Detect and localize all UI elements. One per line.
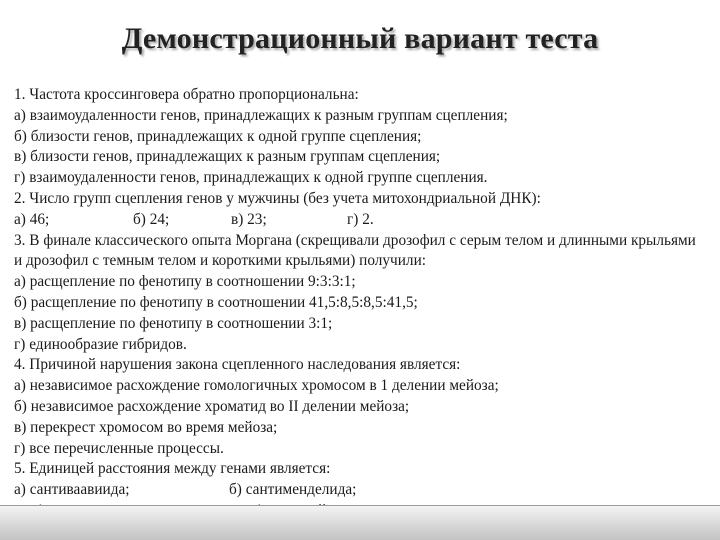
test-content [14, 85, 704, 522]
page-title: Демонстрационный вариант теста [121, 22, 599, 55]
answer-option: а) расщепление по фенотипу в соотношении 9:3:3:1; [14, 273, 356, 291]
question-4: 4. Причиной нарушения закона сцепленного наследования является: [14, 356, 461, 374]
answer-option: б) близости генов, принадлежащих к одной группе сцепления; [14, 127, 422, 145]
answer-option: а) 46; [14, 210, 50, 228]
answer-option: в) перекрест хромосом во время мейоза; [14, 418, 278, 436]
answer-option: г) 2. [347, 210, 374, 228]
answer-option: б) сантименделида; [229, 481, 357, 499]
answer-options-inline [14, 210, 704, 231]
answer-option: г) взаимоудаленности генов, принадлежащих к одной группе сцепления. [14, 169, 488, 187]
answer-option: в) расщепление по фенотипу в соотношении 3:1; [14, 314, 333, 332]
question-1: 1. Частота кроссинговера обратно пропорциональна: [14, 86, 359, 103]
question-3: 3. В финале классического опыта Моргана (скрещивали дрозофил с серым телом и длинными крыльями и дрозофил с темным телом и короткими крыльями) получили: [14, 231, 696, 270]
answer-option: в) близости генов, принадлежащих к разным группам сцепления; [14, 148, 441, 166]
answer-option: в) 23; [231, 210, 267, 228]
question-2: 2. Число групп сцепления генов у мужчины (без учета митохондриальной ДНК): [14, 189, 541, 207]
answer-options-inline [14, 480, 704, 501]
answer-option: а) независимое расхождение гомологичных хромосом в 1 делении мейоза; [14, 377, 499, 395]
question-5: 5. Единицей расстояния между генами является: [14, 460, 331, 478]
bottom-bar [0, 506, 720, 540]
answer-option: г) единообразие гибридов. [14, 335, 187, 353]
answer-option: а) сантиваавиида; [14, 481, 130, 499]
answer-option: г) все перечисленные процессы. [14, 439, 224, 457]
answer-option: б) 24; [133, 210, 170, 228]
answer-option: б) расщепление по фенотипу в соотношении 41,5:8,5:8,5:41,5; [14, 293, 418, 311]
answer-option: а) взаимоудаленности генов, принадлежащих к разным группам сцепления; [14, 106, 508, 124]
answer-option: б) независимое расхождение хроматид во II делении мейоза; [14, 397, 410, 415]
